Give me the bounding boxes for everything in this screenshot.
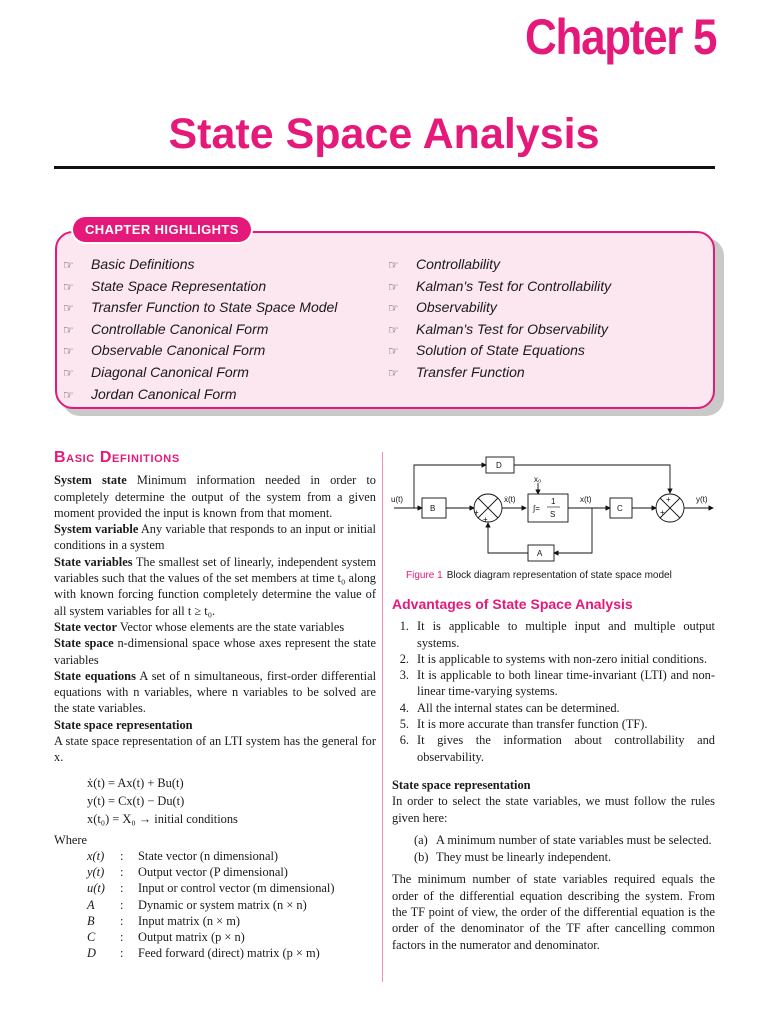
highlight-item: ☞ Transfer Function (388, 362, 611, 384)
ssr-heading: State space representation (392, 777, 531, 792)
advantages-heading: Advantages of State Space Analysis (392, 596, 633, 612)
where-label: Where (54, 832, 88, 847)
ssr-intro: In order to select the state variables, we must follow the rules given here: (392, 794, 715, 825)
svg-text:+: + (474, 508, 479, 517)
basic-definitions-section (54, 450, 376, 961)
svg-text:u(t): u(t) (391, 495, 403, 504)
equation: ẋ(t) = Ax(t) + Bu(t) (87, 775, 184, 790)
highlight-item: ☞ Observability (388, 297, 611, 319)
svg-text:+: + (660, 508, 665, 517)
advantages-list (392, 618, 715, 765)
pointing-hand-icon: ☞ (63, 258, 74, 272)
symbol-row: A : Dynamic or system matrix (n × n) (87, 897, 307, 912)
highlight-item: ☞ Controllable Canonical Form (63, 319, 337, 341)
symbol-row: D : Feed forward (direct) matrix (p × m) (87, 946, 320, 961)
svg-text:+: + (483, 515, 488, 524)
list-item: 2. It is applicable to systems with non-zero initial conditions. (399, 651, 708, 666)
definition: System variable Any variable that responds to an input or initial conditions in a system (54, 522, 376, 553)
highlight-item: ☞ Observable Canonical Form (63, 340, 337, 362)
symbol-row: y(t) : Output vector (P dimensional) (87, 865, 288, 880)
highlight-item: ☞ Solution of State Equations (388, 340, 611, 362)
highlights-right-list (388, 254, 611, 384)
svg-text:y(t): y(t) (696, 495, 708, 504)
rules-list (414, 832, 715, 866)
definition: State variables The smallest set of linearly, independent system variables such that the values of the set members at time t₀ along with known forcing function completely determine the value of all system variables for all t ≥ t₀. (54, 554, 377, 618)
equation: x(t₀) = X₀ → initial conditions (87, 811, 238, 826)
svg-text:D: D (496, 461, 502, 470)
symbol-table (54, 848, 376, 961)
symbol-row: x(t) : State vector (n dimensional) (87, 848, 279, 863)
highlight-item: ☞ Jordan Canonical Form (63, 384, 337, 406)
block-diagram (390, 455, 715, 570)
pointing-hand-icon: ☞ (63, 344, 74, 359)
advantages-section (392, 596, 715, 953)
pointing-hand-icon: ☞ (63, 279, 74, 294)
pointing-hand-icon: ☞ (388, 322, 399, 337)
svg-text:A: A (537, 549, 543, 558)
highlight-item: ☞ Controllability (388, 254, 611, 276)
list-item: (b) They must be linearly independent. (414, 850, 612, 865)
figure-caption: Figure 1 Block diagram representation of state space model (406, 570, 672, 581)
list-item: 4. All the internal states can be determined. (399, 700, 620, 715)
svg-text:∫=: ∫= (533, 504, 540, 513)
list-item: (a) A minimum number of state variables must be selected. (414, 832, 712, 847)
symbol-row: B : Input matrix (n × m) (87, 913, 240, 928)
list-item: 6. It gives the information about controllability and observability. (399, 733, 715, 764)
symbol-row: C : Output matrix (p × n) (87, 929, 245, 944)
ssr-general-text: A state space representation of an LTI system has the general for x. (54, 734, 376, 765)
column-divider (382, 452, 383, 982)
svg-text:1: 1 (551, 497, 556, 506)
chapter-title: State Space Analysis (168, 110, 600, 158)
highlight-item: ☞ Kalman's Test for Controllability (388, 276, 611, 298)
list-item: 5. It is more accurate than transfer function (TF). (399, 717, 648, 732)
highlight-item: ☞ State Space Representation (63, 276, 337, 298)
svg-text:+: + (666, 495, 671, 504)
highlights-label: CHAPTER HIGHLIGHTS (73, 217, 251, 242)
highlight-item: ☞ Diagonal Canonical Form (63, 362, 337, 384)
svg-text:C: C (617, 504, 623, 513)
highlights-left-list (63, 254, 337, 405)
section-heading: Basic Definitions (54, 449, 180, 466)
svg-text:x(t): x(t) (580, 495, 592, 504)
pointing-hand-icon: ☞ (63, 322, 74, 337)
definition: State space n-dimensional space whose axes represent the state variables (54, 636, 377, 667)
symbol-row: u(t) : Input or control vector (m dimensional) (87, 881, 335, 896)
chapter-number: Chapter 5 (524, 9, 716, 65)
svg-text:S: S (550, 510, 556, 519)
highlight-item: ☞ Kalman's Test for Observability (388, 319, 611, 341)
list-item: 1. It is applicable to multiple input and multiple output systems. (399, 619, 715, 650)
pointing-hand-icon: ☞ (388, 279, 399, 294)
pointing-hand-icon: ☞ (388, 344, 399, 359)
title-rule (54, 166, 715, 169)
pointing-hand-icon: ☞ (388, 301, 399, 316)
pointing-hand-icon: ☞ (388, 365, 399, 380)
state-equations (87, 774, 376, 828)
definition: State space representation (54, 717, 193, 732)
list-item: 3. It is applicable to both linear time-invariant (LTI) and non-linear time-varying systems. (399, 668, 715, 699)
definition: State equations A set of n simultaneous, first-order differential equations with n variables, where n variables to be solved are the state variables. (54, 668, 377, 716)
pointing-hand-icon: ☞ (63, 301, 74, 316)
equation: y(t) = Cx(t) − Du(t) (87, 793, 185, 808)
svg-text:x₀: x₀ (534, 475, 542, 484)
definition: System state Minimum information needed in order to completely determine the output of the system from a given moment provided the input is known from that moment. (54, 473, 376, 520)
pointing-hand-icon: ☞ (63, 365, 74, 380)
svg-text:B: B (430, 504, 436, 513)
pointing-hand-icon: ☞ (63, 387, 74, 402)
svg-text:ẋ(t): ẋ(t) (504, 495, 516, 504)
highlight-item: ☞ Transfer Function to State Space Model (63, 297, 337, 319)
pointing-hand-icon: ☞ (388, 258, 399, 272)
highlight-item: ☞ Basic Definitions (63, 254, 337, 276)
definition: State vector Vector whose elements are the state variables (54, 619, 345, 634)
ssr-closing: The minimum number of state variables required equals the order of the differential equation describing the system. From the TF point of view, the order of the differential equation is the order of the denominator of the TF after cancelling common factors in the numerator and denominator. (392, 872, 715, 952)
